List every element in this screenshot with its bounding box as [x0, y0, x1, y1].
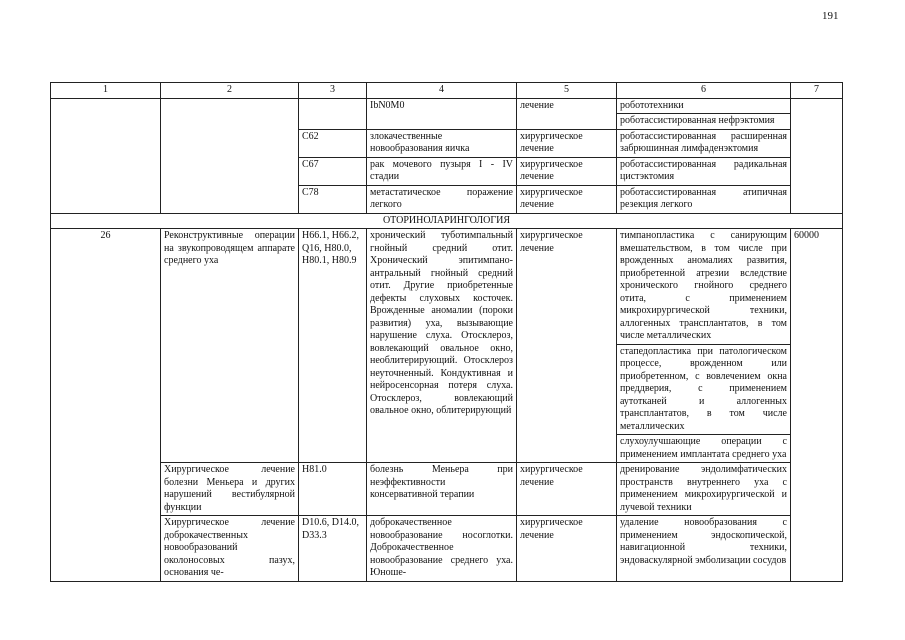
group-name: Хирургическое лечение доброкачественных новообразований околоносовых пазух, основания че-: [161, 516, 299, 582]
empty-cell: [161, 98, 299, 213]
treatment-cell: хирургическое лечение: [517, 157, 617, 185]
empty-cell: [51, 98, 161, 213]
method-cell: дренирование эндолимфатических пространств внутреннего уха с применением микрохирургической и лучевой техники: [617, 463, 791, 516]
icd-cell: D10.6, D14.0, D33.3: [299, 516, 367, 582]
page-number: 191: [822, 10, 839, 22]
disease-cell: метастатическое поражение легкого: [367, 185, 517, 213]
section-title: ОТОРИНОЛАРИНГОЛОГИЯ: [51, 213, 843, 229]
header-cell: 6: [617, 83, 791, 99]
group-name: Хирургическое лечение болезни Меньера и других нарушений вестибулярной функции: [161, 463, 299, 516]
header-cell: 3: [299, 83, 367, 99]
treatment-cell: хирургическое лечение: [517, 229, 617, 463]
treatment-cell: хирургическое лечение: [517, 185, 617, 213]
header-cell: 1: [51, 83, 161, 99]
header-cell: 4: [367, 83, 517, 99]
disease-cell: доброкачественное новообразование носоглотки. Доброкачественное новообразование среднего уха. Юноше-: [367, 516, 517, 582]
icd-cell: [299, 98, 367, 129]
header-cell: 7: [791, 83, 843, 99]
method-cell: роботассистированная нефрэктомия: [617, 114, 791, 130]
method-cell: роботассистированная атипичная резекция легкого: [617, 185, 791, 213]
cost-cell: 60000: [791, 229, 843, 582]
table-row: [51, 516, 843, 582]
treatment-cell: хирургическое лечение: [517, 129, 617, 157]
method-cell: тимпанопластика с санирующим вмешательством, в том числе при врожденных аномалиях развития, приобретенной атрезии вследствие хронического гнойного среднего отита, с применением микрохирургической техники, аллогенных трансплантатов, в том числе металлических: [617, 229, 791, 345]
method-cell: удаление новообразования с применением эндоскопической, навигационной техники, эндоваскулярной эмболизации сосудов: [617, 516, 791, 582]
treatment-cell: хирургическое лечение: [517, 516, 617, 582]
disease-cell: злокачественные новообразования яичка: [367, 129, 517, 157]
group-name: Реконструктивные операции на звукопроводящем аппарате среднего уха: [161, 229, 299, 463]
method-cell: стапедопластика при патологическом процессе, врожденном или приобретенном, с вовлечением окна преддверия, с применением аутотканей и аллогенных трансплантатов, в том числе металлических: [617, 344, 791, 435]
method-cell: роботассистированная радикальная цистэктомия: [617, 157, 791, 185]
header-cell: 5: [517, 83, 617, 99]
header-row: [51, 83, 843, 99]
icd-cell: C62: [299, 129, 367, 157]
disease-cell: хронический туботимпальный гнойный средний отит. Хронический эпитимпано-антральный гнойный средний отит. Другие приобретенные дефекты слуховых косточек. Врожденные аномалии (пороки развития) уха, вызывающие нарушение слуха. Отосклероз, вовлекающий овальное окно, необлитерирующий. Отосклероз неуточненный. Кондуктивная и нейросенсорная потеря слуха. Отосклероз, вовлекающий овальное окно, облитерирующий: [367, 229, 517, 463]
icd-cell: C78: [299, 185, 367, 213]
table-row: [51, 229, 843, 345]
disease-cell: болезнь Меньера при неэффективности консервативной терапии: [367, 463, 517, 516]
table-row: [51, 463, 843, 516]
empty-cell: [791, 98, 843, 213]
section-row: [51, 213, 843, 229]
icd-cell: H66.1, H66.2, Q16, H80.0, H80.1, H80.9: [299, 229, 367, 463]
method-cell: роботассистированная расширенная забрюшинная лимфаденэктомия: [617, 129, 791, 157]
header-cell: 2: [161, 83, 299, 99]
method-cell: робототехники: [617, 98, 791, 114]
document-table: [50, 82, 843, 582]
disease-cell: IbN0M0: [367, 98, 517, 129]
treatment-cell: лечение: [517, 98, 617, 129]
disease-cell: рак мочевого пузыря I - IV стадии: [367, 157, 517, 185]
method-cell: слухоулучшающие операции с применением имплантата среднего уха: [617, 435, 791, 463]
icd-cell: C67: [299, 157, 367, 185]
table-row: [51, 98, 843, 114]
group-number: 26: [51, 229, 161, 582]
icd-cell: H81.0: [299, 463, 367, 516]
treatment-cell: хирургическое лечение: [517, 463, 617, 516]
